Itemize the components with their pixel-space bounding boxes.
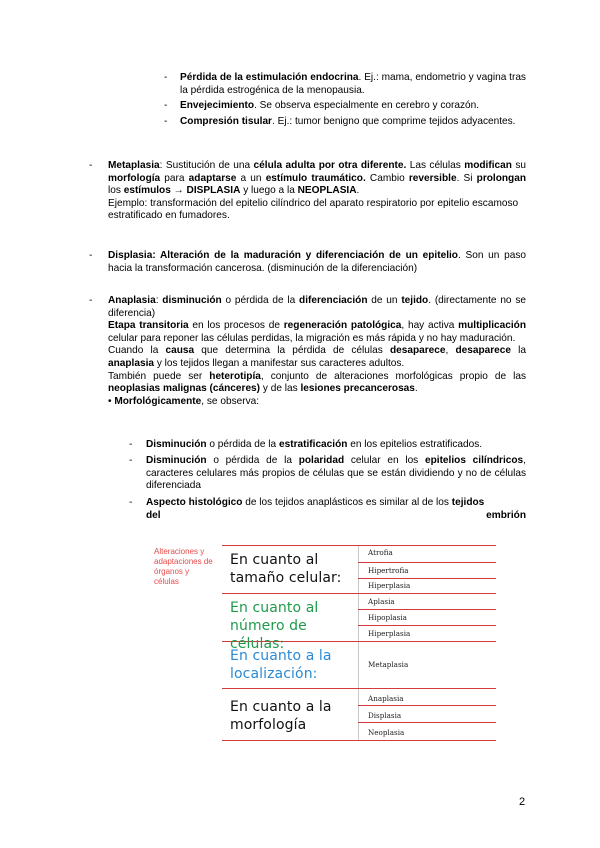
list-item: Aspecto histológico de los tejidos anaplásticos es similar al de los tejidos del embrión xyxy=(146,497,526,521)
section-dash: - xyxy=(89,295,93,306)
list-item: Envejecimiento. Se observa especialmente en cerebro y corazón. xyxy=(180,100,480,111)
anaplasia-section: Anaplasia: disminución o pérdida de la diferenciación de un tejido. (directamente no se diferencia) Etapa transitoria en los procesos de regeneración patológica, hay activa multiplicación celular para reponer las células perdidas, la migración es más rápida y no hay maduración. Cuando la causa que determina la pérdida de células desaparece, desaparece la anaplasia y los tejidos llegan a manifestar sus caracteres adultos. También puede ser heterotipía, conjunto de alteraciones morfológicas propio de las neoplasias malignas (cánceres) y de las lesiones precancerosas. • Morfológicamente, se observa: xyxy=(108,295,526,407)
row-line xyxy=(358,562,496,563)
row-line xyxy=(358,705,496,706)
table-item: Displasia xyxy=(368,711,402,720)
row-line xyxy=(222,688,496,689)
list-item: Disminución o pérdida de la polaridad celular en los epitelios cilíndricos, caracteres celulares más propios de células que se están dividiendo y no de células diferenciada xyxy=(146,455,526,492)
row-line xyxy=(222,545,496,546)
table-item: Neoplasia xyxy=(368,728,405,737)
row-heading: En cuanto al tamaño celular: xyxy=(230,552,342,586)
row-line xyxy=(358,609,496,610)
table-item: Hiperplasia xyxy=(368,629,411,638)
metaplasia-section: Metaplasia: Sustitución de una célula adulta por otra diferente. Las células modifican su morfología para adaptarse a un estímulo traumático. Cambio reversible. Si prolongan los estímulos → DISPLASIA y luego a la NEOPLASIA. Ejemplo: transformación del epitelio cilíndrico del aparato respiratorio por epitelio escamoso estratificado en fumadores. xyxy=(108,160,526,222)
section-dash: - xyxy=(89,160,93,171)
list-dash: - xyxy=(129,497,133,508)
alterations-table xyxy=(150,545,496,741)
displasia-section: Displasia: Alteración de la maduración y diferenciación de un epitelio. Son un paso hacia la transformación cancerosa. (disminución de la diferenciación) xyxy=(108,250,526,274)
list-dash: - xyxy=(164,116,168,127)
table-item: Metaplasia xyxy=(368,660,409,669)
list-item: Disminución o pérdida de la estratificación en los epitelios estratificados. xyxy=(146,439,483,450)
table-item: Hipertrofia xyxy=(368,566,409,575)
table-item: Hipoplasia xyxy=(368,613,407,622)
list-item: Compresión tisular. Ej.: tumor benigno que comprime tejidos adyacentes. xyxy=(180,116,516,127)
row-heading: En cuanto a la morfología xyxy=(230,699,332,733)
list-item: Pérdida de la estimulación endocrina. Ej.: mama, endometrio y vagina tras la pérdida estrogénica de la menopausia. xyxy=(180,72,526,96)
list-dash: - xyxy=(129,455,133,466)
row-heading: En cuanto a la localización: xyxy=(230,648,332,682)
table-note: Alteraciones y adaptaciones de órganos y células xyxy=(154,547,213,586)
table-item: Atrofia xyxy=(368,548,393,557)
row-heading: En cuanto al número de células: xyxy=(230,600,319,652)
row-line xyxy=(222,593,496,594)
metaplasia-example: Ejemplo: transformación del epitelio cilíndrico del aparato respiratorio por epitelio escamoso estratificado en fumadores. xyxy=(108,197,519,222)
table-item: Anaplasia xyxy=(368,694,404,703)
row-line xyxy=(358,578,496,579)
table-item: Aplasia xyxy=(368,597,395,606)
row-line xyxy=(222,740,496,741)
row-line xyxy=(358,625,496,626)
section-dash: - xyxy=(89,250,93,261)
list-dash: - xyxy=(164,72,168,83)
table-divider xyxy=(358,545,359,741)
row-line xyxy=(358,722,496,723)
list-dash: - xyxy=(129,439,133,450)
list-dash: - xyxy=(164,100,168,111)
table-item: Hiperplasia xyxy=(368,581,411,590)
page-number: 2 xyxy=(519,796,526,808)
